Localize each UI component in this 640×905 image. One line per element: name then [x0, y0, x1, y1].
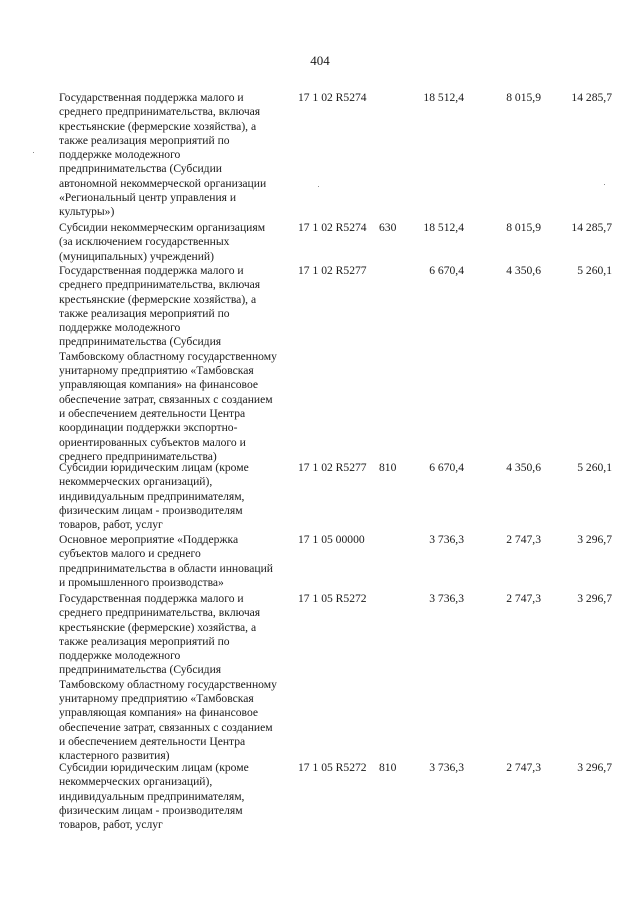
row-expense-type: 810	[379, 461, 397, 474]
row-value-1: 18 512,4	[423, 91, 464, 104]
row-value-3: 3 296,7	[577, 533, 612, 546]
row-value-3: 3 296,7	[577, 761, 612, 774]
row-value-2: 4 350,6	[506, 264, 541, 277]
row-value-1: 6 670,4	[429, 461, 464, 474]
row-expense-type: 810	[379, 761, 397, 774]
row-value-2: 4 350,6	[506, 461, 541, 474]
row-value-3: 3 296,7	[577, 592, 612, 605]
row-code: 17 1 02 R5277	[298, 461, 367, 474]
row-code: 17 1 02 R5274	[298, 91, 367, 104]
row-value-1: 3 736,3	[429, 592, 464, 605]
row-value-2: 8 015,9	[506, 91, 541, 104]
scan-speck	[33, 152, 34, 153]
row-value-1: 3 736,3	[429, 533, 464, 546]
row-value-1: 6 670,4	[429, 264, 464, 277]
row-value-3: 14 285,7	[571, 221, 612, 234]
row-value-1: 3 736,3	[429, 761, 464, 774]
row-code: 17 1 02 R5277	[298, 264, 367, 277]
row-value-2: 2 747,3	[506, 761, 541, 774]
row-name: Государственная поддержка малого и среднего предпринимательства, включая крестьянские (фермерские) хозяйства, а также реализация мероприятий по поддержке молодежного предпринимательства (Субсидия Тамбовскому областному государственному унитарному предприятию «Тамбовская управляющая компания» на финансовое обеспечение затрат, связанных с созданием и обеспечением деятельности Центра кластерного развития)	[59, 592, 277, 763]
row-code: 17 1 05 R5272	[298, 761, 367, 774]
row-value-3: 14 285,7	[571, 91, 612, 104]
row-value-2: 8 015,9	[506, 221, 541, 234]
row-name: Государственная поддержка малого и среднего предпринимательства, включая крестьянские (фермерские хозяйства), а также реализация мероприятий по поддержке молодежного предпринимательства (Субсидии автономной некоммерческой организации «Региональный центр управления и культуры»)	[59, 91, 267, 219]
row-code: 17 1 02 R5274	[298, 221, 367, 234]
row-value-3: 5 260,1	[577, 461, 612, 474]
scan-speck	[604, 184, 605, 185]
scan-speck	[318, 186, 319, 187]
row-name: Основное мероприятие «Поддержка субъектов малого и среднего предпринимательства в области инноваций и промышленного производства»	[59, 533, 273, 589]
row-expense-type: 630	[379, 221, 397, 234]
row-name: Субсидии некоммерческим организациям (за исключением государственных (муниципальных) учреждений)	[59, 221, 266, 263]
row-name: Субсидии юридическим лицам (кроме некоммерческих организаций), индивидуальным предпринимателям, физическим лицам - производителям товаров, работ, услуг	[59, 761, 249, 832]
row-value-2: 2 747,3	[506, 533, 541, 546]
row-name: Государственная поддержка малого и среднего предпринимательства, включая крестьянские (фермерские хозяйства), а также реализация мероприятий по поддержке молодежного предпринимательства (Субсидия Тамбовскому областному государственному унитарному предприятию «Тамбовская управляющая компания» на финансовое обеспечение затрат, связанных с созданием и обеспечением деятельности Центра координации поддержки экспортно- ориентированных субъектов малого и среднего предпринимательства)	[59, 264, 277, 463]
page-number: 404	[310, 53, 330, 68]
row-code: 17 1 05 00000	[298, 533, 365, 546]
row-value-2: 2 747,3	[506, 592, 541, 605]
row-value-1: 18 512,4	[423, 221, 464, 234]
row-code: 17 1 05 R5272	[298, 592, 367, 605]
row-value-3: 5 260,1	[577, 264, 612, 277]
row-name: Субсидии юридическим лицам (кроме некоммерческих организаций), индивидуальным предпринимателям, физическим лицам - производителям товаров, работ, услуг	[59, 461, 249, 532]
